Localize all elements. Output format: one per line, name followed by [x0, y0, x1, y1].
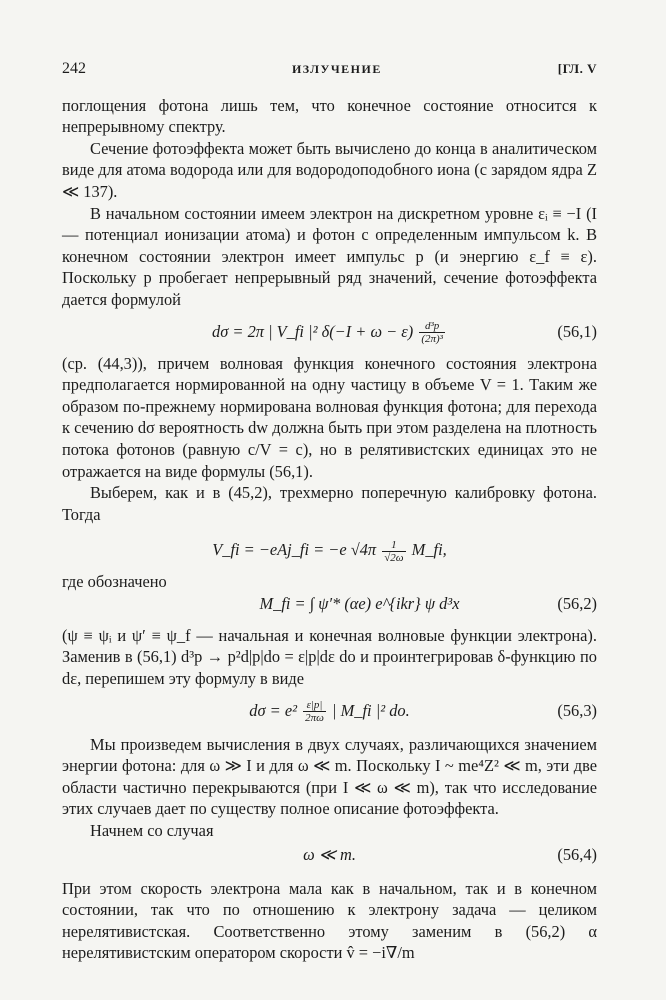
eq3-label: (56,2): [557, 593, 597, 613]
equation-56-1: [62, 317, 597, 347]
eq2-right: M_fi,: [411, 540, 447, 560]
eq2-left: V_fi = −eAj_fi = −e √4π: [212, 540, 377, 560]
page-header: [62, 58, 597, 81]
paragraph-4: (ср. (44,3)), причем волновая функция конечного состояния электрона предполагается нормированной на одну частицу в объеме V = 1. Таким же образом по-прежнему нормирована волновая функция фотона; для перехода к сечению dσ вероятность dw должна быть при этом разделена на плотность потока фотонов (равную c/V = c), но в релятивистских единицах это не отражается на виде формулы (56,1).: [62, 353, 597, 481]
eq2-fraction: [382, 539, 405, 564]
eq1-numerator: d³p: [419, 320, 445, 333]
eq3-body: M_fi = ∫ ψ′* (αe) e^{ikr} ψ d³x: [259, 593, 460, 613]
equation-56-4: [62, 840, 597, 870]
eq4-fraction: [303, 699, 326, 724]
page-number: 242: [62, 60, 86, 77]
eq4-left: dσ = e²: [249, 700, 298, 720]
paragraph-2: Сечение фотоэффекта может быть вычислено до конца в аналитическом виде для атома водорода или для водородоподобного иона (с зарядом ядра Z ≪ 137).: [62, 138, 597, 201]
eq4-numerator: ε|p|: [303, 699, 326, 712]
eq1-denominator: (2π)³: [421, 333, 443, 346]
eq1-left: dσ = 2π | V_fi |² δ(−I + ω − ε): [212, 321, 414, 341]
eq5-body: ω ≪ m.: [303, 844, 356, 864]
running-title: ИЗЛУЧЕНИЕ: [291, 62, 382, 76]
paragraph-9: Начнем со случая: [90, 821, 214, 841]
chapter-label: [ГЛ. V: [557, 61, 597, 76]
paragraph-1: поглощения фотона лишь тем, что конечное состояние относится к непрерывному спектру.: [62, 95, 597, 137]
eq2-denominator: √2ω: [384, 552, 404, 565]
eq1-fraction: [419, 320, 445, 345]
eq5-label: (56,4): [557, 844, 597, 864]
eq4-denominator: 2πω: [305, 712, 324, 725]
eq4-right: | M_fi |² do.: [332, 700, 410, 720]
paragraph-5: Выберем, как и в (45,2), трехмерно поперечную калибровку фотона. Тогда: [62, 483, 597, 524]
eq1-label: (56,1): [557, 321, 597, 341]
paragraph-3: В начальном состоянии имеем электрон на дискретном уровне εᵢ ≡ −I (I — потенциал ионизации атома) и фотон с определенным импульсом k. В конечном состоянии электрон имеет импульс p (и энергию ε_f ≡ ε). Поскольку p пробегает непрерывный ряд значений, сечение фотоэффекта дается формулой: [62, 203, 597, 309]
eq4-label: (56,3): [557, 700, 597, 720]
equation-vfi: [62, 535, 597, 565]
paragraph-8: Мы произведем вычисления в двух случаях, различающихся значением энергии фотона: для ω ≫ I и для ω ≪ m. Поскольку I ~ me⁴Z² ≪ m, эти две области частично перекрываются (при I ≪ ω ≪ m), так что исследование этих случаев дает по существу полное описание фотоэффекта.: [62, 734, 597, 819]
paragraph-10: При этом скорость электрона мала как в начальном, так и в конечном состоянии, так что по отношению к электрону задача — целиком нерелятивистская. Соответственно этому заменим в (56,2) α нерелятивистским оператором скорости v̂ = −i∇/m: [62, 878, 597, 963]
paragraph-6: где обозначено: [62, 572, 167, 592]
equation-56-3: [62, 696, 597, 726]
equation-56-2: [62, 589, 597, 619]
eq2-numerator: 1: [382, 539, 405, 552]
paragraph-7: (ψ ≡ ψᵢ и ψ′ ≡ ψ_f — начальная и конечная волновые функции электрона). Заменив в (56,1) d³p → p²d|p|do = ε|p|dε do и проинтегрировав δ-функцию по dε, перепишем эту формулу в виде: [62, 625, 597, 689]
page: [62, 58, 597, 964]
